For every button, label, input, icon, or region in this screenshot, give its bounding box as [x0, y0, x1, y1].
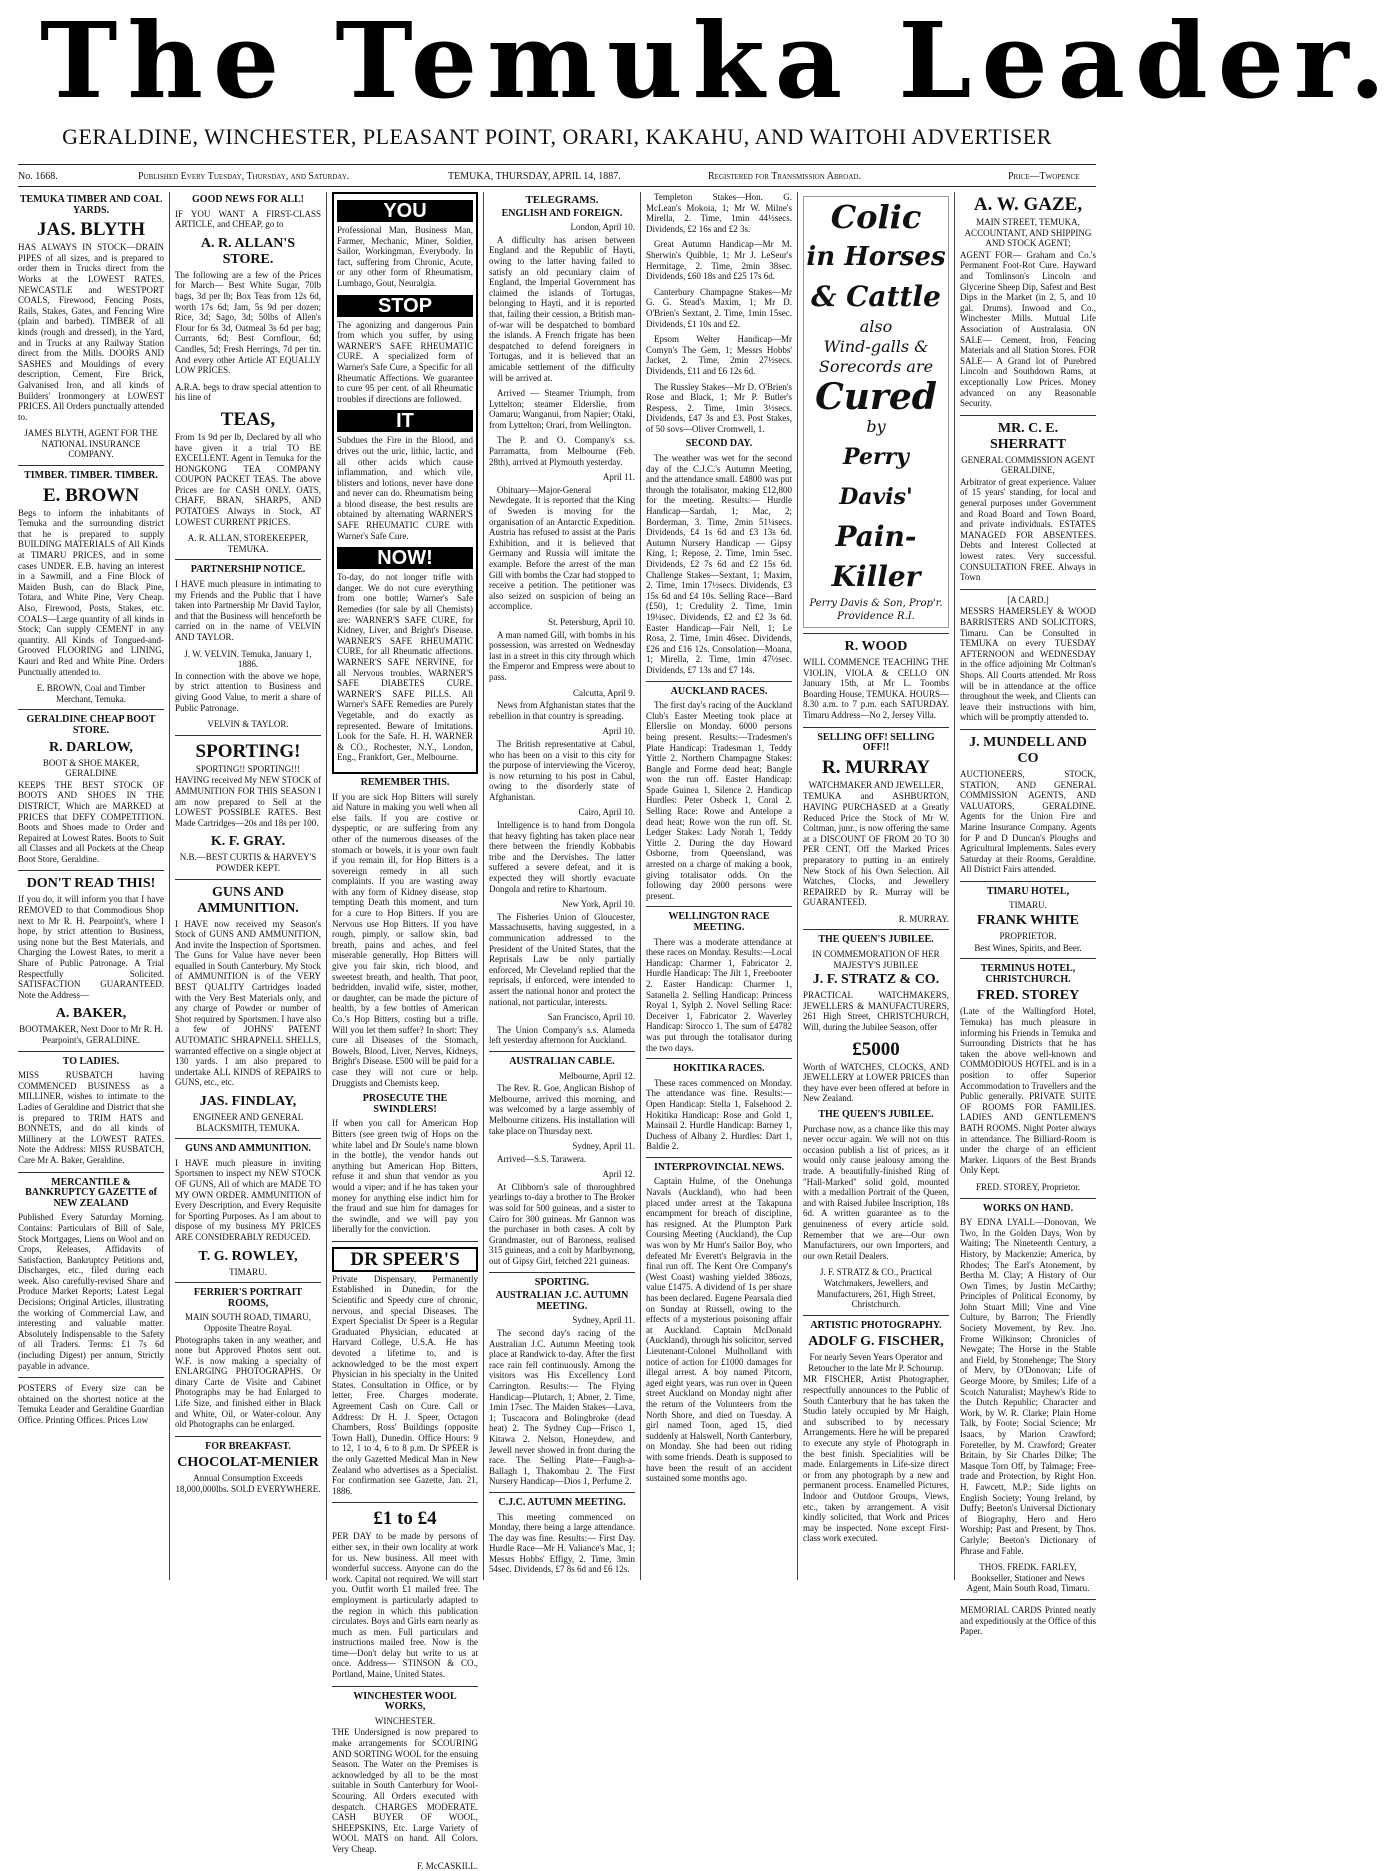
ad-line: Perry Davis' [839, 444, 913, 510]
baker-ad-body: If you do, it will inform you that I have REMOVED to that Commodious Shop next to Mr R. H. Pearpoint's, where I hope, by strict attention to Business, using none but the Best Materials, and Charging the Lowest Rates, to merit a Share of Public Patronage. A Trial Respectfully Solicited. SATISFACTION GUARANTEED. Note the Address— [18, 894, 164, 1000]
fischer-ad-body: MR FISCHER, Artist Photographer, respectfully announces to the Public of South Canterbury that he has taken the Studio lately occupied by Mr Haigh, and subscribed to by necessary Arrangements. Here he will be prepared to execute any style of Photograph in the best finish. Specialities will be made. Enlargements in Life-size direct or from any photograph by a new and permanent process. Enamelled Pictures, Indoor and Outdoor Groups, Views, etc., taken by arrangement. A visit kindly solicited, that Work and Prices may be inspected. None except First-class work executed. [803, 1374, 949, 1544]
guns-2-heading: GUNS AND AMMUNITION. [185, 1143, 311, 1155]
farley-signature: THOS. FREDK. FARLEY, Bookseller, Stationer and News Agent, Main South Road, Timaru. [966, 1562, 1090, 1594]
white-body: Best Wines, Spirits, and Beer. [974, 942, 1082, 953]
jubilee-2-heading: THE QUEEN'S JUBILEE. [818, 1109, 934, 1120]
page-columns [18, 192, 1096, 1871]
brown-ad-body: Begs to inform the inhabitants of Temuka and the surrounding district that he is prepared to supply BUILDING MATERIALS of All Kinds at TIMARU PRICES, and in some cases UNDER. E.B. having an interest in a Sawmill, and a Fine Block of Maiden Bush, can do Black Pine, Totara, and White Pine, Very Cheap. Also, Firewood, Posts, Stakes, etc. COALS—Large quantity of all kinds in Stock; Can supply CEMENT in any quantity. All Kinds of Tongued-and-Grooved FLOORING and LINING, Kauri and Red and White Pine. Orders Punctually attended to. [18, 507, 164, 677]
column-4 [489, 192, 635, 1580]
dateline: April 11. [602, 472, 635, 483]
divider [646, 1058, 792, 1059]
remember-heading: REMEMBER THIS. [360, 776, 450, 788]
rowley-name: T. G. ROWLEY, [198, 1248, 298, 1264]
dateline: New York, April 10. [561, 899, 635, 910]
divider [960, 729, 1096, 730]
news-paragraph: News from Afghanistan states that the rebellion in that country is spreading. [489, 700, 635, 721]
divider [489, 1272, 635, 1273]
registration-note: Registered for Transmission Abroad. [708, 171, 861, 182]
hokitika-races-heading: HOKITIKA RACES. [673, 1063, 765, 1075]
allan-intro: IF YOU WANT A FIRST-CLASS ARTICLE, and CHEAP, go to [175, 208, 321, 230]
teas-ad-body: From 1s 9d per lb, Declared by all who have given it a trial TO BE EXCELLENT. Agent in Temuka for the HONGKONG TEA COMPANY COUPON PACKET TEAS. The above Prices are for CASH ONLY. OATS, CHAFF, BRAN, SHARPS, AND POTATOES Always in Stock, AT LOWEST CURRENT PRICES. [175, 431, 321, 527]
divider [960, 958, 1096, 959]
news-paragraph: Arrived—S.S. Tarawera. [497, 1153, 587, 1164]
newspaper-subtitle: GERALDINE, WINCHESTER, PLEASANT POINT, ORARI, KAKAHU, AND WAITOHI ADVERTISER [62, 124, 1052, 149]
column-rule [169, 192, 170, 1580]
rowley-subtitle: TIMARU. [229, 1266, 267, 1277]
news-paragraph: These races commenced on Monday. The attendance was fine. Results:—Open Handicap: Stella 1, Falsehood 2. Hokitika Handicap: Rose and Gold 1, Mainsail 2. Hurdle Handicap: Barney 1, Duchess of Albany 2. Hurdles: Dart 1, Baldie 2. [646, 1077, 792, 1152]
storey-ad-body: (Late of the Wallingford Hotel, Temuka) has much pleasure in informing his Friends in Temuka and Surrounding Districts that he has taken the above well-known and COMMODIOUS HOTEL and is in a position to offer Superior Accommodation to Travellers and the Public generally. PRIVATE SUITE OF ROOMS FOR FAMILIES. LADIES AND GENTLEMEN'S BATH ROOMS. Night Porter always in attendance. The Billiard-Room is under the charge of an efficient Marker. Liquors of the Best Brands Only Kept. [960, 1006, 1096, 1176]
divider [175, 1436, 321, 1437]
news-paragraph: There was a moderate attendance at these races on Monday. Results:—Local Handicap: Charmer 1, Fabricator 2. Hurdle Handicap: The Jilt 1, Freebooter 2. Easter Handicap: Charmer 1, Satanella 2. Selling Handicap: Princess Royal 1, Sylph 2. Novel Selling Race: Deceiver 1, Fabricator 2. Waverley Handicap: Sirocco 1. The sum of £4782 was put through the totalisator during the two days. [646, 936, 792, 1053]
jubilee-heading: THE QUEEN'S JUBILEE. [818, 934, 934, 946]
news-paragraph: The second day's racing of the Australian J.C. Autumn Meeting took place at Randwick to-day. After the first race rain fell continuously. Among the visitors was His Excellency Lord Carrington. Results:— The Flying Handicap—Plutarch, 1; Abner, 2. Time, 1min 17sec. The Maiden Stakes—Lava, 1; Tuscacora and Bolingbroke (dead heat) 2. The Sydney Cup—Frisco 1, Kitawa 2. Nelson, Honeydew, and Jewell never showed in front during the race. The Selling Plate—Faugh-a-Ballagh 1, Thakombau 2. The First Nursery Handicap—Dios 1, Perfume 2. [489, 1328, 635, 1487]
timaru-hotel-heading: TIMARU HOTEL, [986, 885, 1070, 897]
partnership-signature: J. W. VELVIN. Temuka, January 1, 1886. [184, 648, 312, 670]
gray-name: K. F. GRAY. [210, 834, 286, 850]
issue-info-bar [18, 168, 1096, 186]
issue-date: TEMUKA, THURSDAY, APRIL 14, 1887. [448, 171, 621, 182]
allan-ad-body: The following are a few of the Prices for March— Best White Sugar, 70lb bags, 3d per lb; Box Teas from 12s 6d, worth 17s 6d; Jam, 5s 9d per dozen; Rice, 3d; Sago, 3d; 50lbs of Allen's Flour for 6s 3d, Oatmeal 3s 6d per bag; Currants, 6d; Best Cornflour, 6d; Candles, 5d; Fresh Herrings, 7d per tin. And every other Article AT EQUALLY LOW PRICES. [175, 269, 321, 376]
it-heading: IT [337, 410, 473, 432]
divider [803, 1315, 949, 1316]
news-paragraph: A man named Gill, with bombs in his possession, was arrested on Wednesday last in a street in this city through which the Emperor and Empress were about to pass. [489, 629, 635, 682]
wool-works-signature: F. McCASKILL. [416, 1860, 478, 1871]
ferrier-subtitle: MAIN SOUTH ROAD, TIMARU, Opposite Theatre Royal. [184, 1312, 312, 1333]
ad-line: Wind-galls & Sorecords are [818, 337, 934, 376]
ad-line: & Cattle [811, 280, 941, 313]
dateline: April 12. [602, 1169, 635, 1180]
teas-heading: TEAS, [220, 408, 276, 430]
blyth-ad-body: HAS ALWAYS IN STOCK—DRAIN PIPES of all sizes, and is prepared to order them in Trucks direct from the Works at the LOWEST RATES. NEWCASTLE and WESTPORT COALS, Firewood, Fencing Posts, Rails, Stakes, Gates, and Fencing Wire (plain and barbed). TIMBER of all kinds (rough and dressed), in the Yard, and in Trucks at any Railway Station direct from the Mills. DOORS AND SASHES and Mouldings of every description, Cement, Fire Brick, Galvanised Iron, and all kinds of Builders' Ironmongery at LOWEST PRICES. All Orders punctually attended to. [18, 242, 164, 422]
card-heading: [A CARD.] [1007, 594, 1049, 605]
divider [18, 709, 164, 710]
brown-signature: E. BROWN, Coal and Timber Merchant, Temuka. [36, 683, 146, 704]
timaru-hotel-subtitle: TIMARU. [1009, 900, 1047, 911]
baker-heading: DON'T READ THIS! [26, 876, 156, 892]
wood-name: R. WOOD [844, 639, 908, 654]
news-paragraph: Intelligence is to hand from Dongola that heavy fighting has taken place near there between the friendly Kobbabis tribe and the Dervishes. The latter suffered a severe defeat, and it is expected they will shortly evacuate Dongola and retire to Khartoum. [489, 820, 635, 894]
newspaper-title: The Temuka Leader. [40, 0, 1395, 122]
blyth-signature: JAMES BLYTH, AGENT FOR THE NATIONAL INSURANCE COMPANY. [24, 428, 158, 460]
divider [960, 589, 1096, 590]
swindlers-body: If when you call for American Hop Bitters (see green twig of Hops on the white label and Dr Soule's name blown in the bottle), the vendor hands out anything but American Hop Bitters, refuse it and shun that vendor as you would a viper; and if he has taken your money for anything else indict him for the fraud and sue him for damages for the swindle, and we will pay you liberally for the conviction. [332, 1118, 478, 1235]
second-day-heading: SECOND DAY. [685, 438, 753, 450]
divider [960, 415, 1096, 416]
price: Price—Twopence [1008, 171, 1080, 182]
australian-cable-heading: AUSTRALIAN CABLE. [509, 1055, 615, 1067]
ad-line: Pain-Killer [831, 520, 921, 593]
gazette-heading: MERCANTILE & BANKRUPTCY GAZETTE of NEW ZEALAND [25, 1176, 157, 1209]
news-paragraph: Obituary—Major-General Newdegate. It is reported that the King of Sweden is moving for the organisation of an Antarctic Expedition. Austria has refused to assist at the Paris Exhibition, and it is believed that Germany and Russia will imitate the example. Before the arrest of the man Gill with bombs the Czar had stopped to receive a petition. The petitioner was also seized on suspicion of being an accomplice. [489, 484, 635, 612]
divider [175, 1282, 321, 1283]
guns-heading: GUNS AND AMMUNITION. [197, 884, 299, 916]
news-paragraph: The P. and O. Company's s.s. Parramatta, from Melbourne (Feb. 28th), arrived at Plymouth yesterday. [489, 435, 635, 467]
interprovincial-heading: INTERPROVINCIAL NEWS. [653, 1161, 785, 1173]
stratz-ad-body: PRACTICAL WATCHMAKERS, JEWELLERS & MANUFACTURERS, 261 High Street, CHRISTCHURCH, Will, during the Jubilee Season, offer [803, 990, 949, 1033]
gazette-ad-body: Published Every Saturday Morning. Contains: Particulars of Bill of Sale, Stock Mortgages, Liens on Wool and on Crops, Releases, Affidavits of Satisfaction, Bankruptcy Petitions and, Discharges, etc., filed during each week. Also carefully-revised Share and Produce Market Reports; Latest Legal Decisions; Original Articles, illustrating the working of Commercial Law, and interesting and valuable matter. Absolutely Indispensable to the Safety of all Traders. Terms: £1 7s 6d (including Digest) per annum, Strictly payable in advance. [18, 1212, 164, 1371]
news-paragraph: This meeting commenced on Monday, there being a large attendance. The day was fine. Results:— First Day. Hurdle Race—Mr H. Valiance's Mac, 1; Messrs Hobbs' Effigy, 2. Time, 3min 54sec. Dividends, £7 8s 6d and £6 12s. [489, 1511, 635, 1575]
baker-name: A. BAKER, [55, 1006, 127, 1022]
now-body: To-day, do not longer trifle with danger. We do not cure everything from one bottle; Warner's Safe Remedies (for sale by all Chemists) are: WARNER'S SAFE CURE, for Kidney, Liver, and Bright's Disease. WARNER'S SAFE RHEUMATIC CURE, for all Rheumatic affections. WARNER'S SAFE NERVINE, for all Nervous troubles. WARNER'S SAFE DIABETES CURE. WARNER'S SAFE PILLS. All Warner's SAFE Remedies are Purely Vegetable, and do exactly as represented. Beware of Imitations. Look for the Safe. H. H. WARNER & CO., Rochester, N.Y., London, Eng., Frankfort, Ger., Melbourne. [337, 572, 473, 763]
column-1 [18, 192, 164, 1580]
murray-heading: SELLING OFF! SELLING OFF!! [817, 731, 935, 754]
divider [332, 1686, 478, 1687]
news-paragraph: Arrived — Steamer Triumph, from Lyttelton; steamer Elderslie, from Oamaru; Wanganui, from Napier; Otaki, from Lyttelton; Orari, from Wellington. [489, 388, 635, 430]
column-5 [646, 192, 792, 1580]
divider [960, 1599, 1096, 1600]
divider [646, 906, 792, 907]
divider [18, 1377, 164, 1378]
now-heading: NOW! [337, 547, 473, 569]
partnership-signature-2: VELVIN & TAYLOR. [207, 719, 289, 730]
news-paragraph: The Fisheries Union of Gloucester, Massachusetts, having suggested, in a communication addressed to the President of the United States, that the Reprisals Law be only partially enforced, Mr Cleveland replied that the reprisals, if enforced, were intended to assert the national honor and protect the national, not particular, interests. [489, 911, 635, 1007]
stratz-signature: J. F. STRATZ & CO., Practical Watchmakers, Jewellers, and Manufacturers, 261, High Street, Christchurch. [816, 1267, 936, 1310]
speer-heading: DR SPEER'S [332, 1247, 478, 1272]
dateline: Cairo, April 10. [578, 807, 635, 818]
divider [332, 1502, 478, 1503]
issue-number: No. 1668. [18, 171, 58, 182]
mundell-ad-body: AUCTIONEERS, STOCK, STATION, AND GENERAL COMMISSION AGENTS, AND VALUATORS, GERALDINE. Agents for the Union Fire and Marine Insurance Company. Agents for P and D Duncan's Ploughs and Agricultural Implements. Sales every Saturday at their Rooms, Geraldine. All District Fairs attended. [960, 768, 1096, 875]
ad-line: Cured [815, 376, 937, 418]
fischer-subtitle: For nearly Seven Years Operator and Retoucher to the late Mr P. Schourup. [808, 1352, 944, 1373]
divider [803, 929, 949, 930]
publication-schedule: Published Every Tuesday, Thursday, and Saturday. [138, 171, 350, 182]
ad-line: in Horses [806, 242, 946, 272]
news-paragraph: The weather was wet for the second day of the C.J.C.'s Autumn Meeting, and the attendance small. £4800 was put through the totalisator, making £12,800 for the meeting. Results:— Hurdle Handicap—Sardah, 1; Mac, 2; Borderman, 3. Time, 2min 51¼secs. Dividends, £4 1s 6d and £3 13s 6d. Autumn Nursery Handicap — Gipsy King, 1; Repose, 2. Time, 1min 5sec. Dividends, £2 7s 6d and £2 15s 6d. Challenge Stakes—Sextant, 1; Maxim, 2. Time, 1min 17½secs. Dividends, £3 15s 6d and £4 10s. Selling Race—Bard (£50), 1; Credulity 2. Time, 1min 19¼sec. Dividends, £2 and £2 3s 6d. Easter Handicap—Fair Nell, 1; Le Rosa, 2. Time, 1min 46sec. Dividends, £26 and £16 12s. Consolation—Moana, 1; Mirella, 2. Time, 1min 47½sec. Dividends, £7 13s and £7 14s. [646, 453, 792, 675]
divider [960, 881, 1096, 882]
divider [489, 1492, 635, 1493]
news-paragraph: Templeton Stakes—Hon. G. McLean's Mokoia, 1; Mr W. Milne's Mirella, 2. Time, 1min 44½secs. Dividends, £2 16s and £2 3s. [646, 192, 792, 234]
good-news-heading: GOOD NEWS FOR ALL! [192, 194, 304, 205]
darlow-name: R. DARLOW, [49, 739, 133, 755]
you-body: Professional Man, Business Man, Farmer, Mechanic, Miner, Soldier, Sailor, Workingman, Everybody. In fact, suffering from Chronic, Acute, or any other form of Rheumatism, Lumbago, Gout, Neuralgia. [337, 225, 473, 288]
storey-name: FRED. STOREY [976, 988, 1080, 1004]
posters-notice: POSTERS of Every size can be obtained on the shortest notice at the Temuka Leader and Geraldine Guardian Office. Printing Offices. Prices Low [18, 1383, 164, 1425]
gaze-name: A. W. GAZE, [973, 194, 1083, 215]
ladies-ad-body: MISS RUSBATCH having COMMENCED BUSINESS as a MILLINER, wishes to intimate to the Ladies of Geraldine and District that she is prepared to TRIM HATS and BONNETS, and do all kinds of Millinery at the LOWEST RATES. Note the Address: MISS RUSBATCH, Care Mr A. Baker, Geraldine. [18, 1070, 164, 1165]
ad-line: Colic [830, 198, 922, 236]
news-paragraph: The Rev. R. Goe, Anglican Bishop of Melbourne, arrived this morning, and was welcomed by a large assembly of Melbourne citizens. His installation will take place on Thursday next. [489, 1083, 635, 1136]
partnership-heading: PARTNERSHIP NOTICE. [190, 564, 306, 576]
jubilee-2-body: Purchase now, as a chance like this may never occur again. We will not on this occasion publish a list of prices, as it would only cause jealousy among the trade. A beautifully-finished Ring of "Hall-Marked" solid gold, mounted with a medallion Portrait of the Queen, and with Raised Jubilee Inscription, 18s 6d. A written guarantee as to the genuineness of every article sold. Remember that we are—Our own Manufacturers, our own Importers, and our own Retail Dealers. [803, 1123, 949, 1261]
allan-name: A. R. ALLAN'S STORE. [200, 235, 296, 267]
news-paragraph: A difficulty has arisen between England and the Republic of Hayti, owing to the latter having failed to satisfy an old pecuniary claim of England, the Imperial Government has claimed the islands of Tortugas, belonging to Hayti, and it is reported that, failing their cession, a British man-of-war will be despatched to bombard the islands. A French frigate has been despatched to defend foreigners in Tortugas, and it is believed that an amicable settlement of the difficulty will be arrived at. [489, 234, 635, 383]
ad-line: Perry Davis & Son, Prop'r. Providence R.I. [809, 598, 943, 622]
photography-heading: ARTISTIC PHOTOGRAPHY. [810, 1319, 942, 1331]
pound-ad-body: PER DAY to be made by persons of either sex, in their own locality at work for us. New business. All meet with wonderful success. Anyone can do the work. Capital not required. We will start you. Outfit worth £1 mailed free. The employment is particularly adapted to the region in which this publication circulates. Boys and Girls earn nearly as much as men. Full particulars and instructions mailed free. Now is the time—Don't delay but write to us at once. Address— STINSON & CO., Portland, Maine, United States. [332, 1531, 478, 1680]
you-heading: YOU [337, 200, 473, 222]
news-paragraph: Great Autumn Handicap—Mr M. Sherwin's Quibble, 1; Mr J. LeSeur's Hermitage, 2. Time, 2min 38sec. Dividends, £60 18s and £25 17s 6d. [646, 239, 792, 282]
column-2 [175, 192, 321, 1580]
divider [646, 1157, 792, 1158]
divider [803, 727, 949, 728]
dateline: April 10. [602, 726, 635, 737]
guns-ad-body: I HAVE now received my Season's Stock of GUNS AND AMMUNITION, And invite the Inspection of Sportsmen. The Guns for Value have never been equalled in South Canterbury. My Stock of AMMUNITION is of the VERY BEST QUALITY Cartridges loaded with the Very Best Materials only, and any charge of Powder or number of Shot required by Sportsmen. I have also a few of JOHNS' PATENT AUTOMATIC SHRAPNELL SHELLS, warranted effective on a single object at 130 yards. I am also prepared to undertake ALL KINDS of REPAIRS to GUNS, etc., etc. [175, 918, 321, 1088]
dateline: San Francisco, April 10. [547, 1012, 635, 1023]
ladies-heading: TO LADIES. [62, 1055, 120, 1067]
partnership-body-2: In connection with the above we hope, by strict attention to Business and giving Good Value, to merit a share of Public Patronage. [175, 670, 321, 713]
divider [18, 1051, 164, 1052]
pain-killer-ad [803, 196, 949, 628]
cjc-heading: C.J.C. AUTUMN MEETING. [498, 1496, 626, 1508]
swindlers-heading: PROSECUTE THE SWINDLERS! [362, 1093, 448, 1115]
gaze-ad-body: AGENT FOR— Graham and Co.'s Permanent Foot-Rot Cure. Hayward and Tomlinson's Lincoln and Glycerine Sheep Dip, Safest and Best Dips in the Market (in 2, 5, and 10 gal. Drums). Inwood and Co., Winchester Mills. Mutual Life Association of Australasia. ON SALE— Cement, Iron, Fencing Materials and all Station Stores. FOR SALE— A Grand lot of Purebred Lincoln and Southdown Rams, at exceptionally Low Prices. Money advanced on any Reasonable Security. [960, 249, 1096, 409]
ajc-heading: AUSTRALIAN J.C. AUTUMN MEETING. [495, 1290, 629, 1312]
divider [175, 735, 321, 736]
news-paragraph: Canterbury Champagne Stakes—Mr G. G. Stead's Maxim, 1; Mr D. O'Brien's Sextant, 2. Time, 1min 15sec. Dividends, £1 10s and £2. [646, 286, 792, 329]
breakfast-heading: FOR BREAKFAST. [205, 1440, 291, 1452]
stop-body: The agonizing and dangerous Pain from which you suffer, by using WARNER'S SAFE RHEUMATIC CURE. A specialized form of Warner's Safe Cure, a Specific for all Rheumatic Affections. We guarantee to cure 95 per cent. of all Rheumatic troubles if directions are followed. [337, 319, 473, 404]
news-paragraph: Captain Hulme, of the Onehunga Navals (Auckland), who had been placed under arrest at the Takapuna encampment for breach of discipline, has resigned. At the Plumpton Park Coursing Meeting (Auckland), the Cup was won by Mr Hunt's Sailor Boy, who defeated Mr Everett's Belgravia in the final run off. The Kent Ore Company's (West Coast) washing yielded 386ozs, value £1475. A dividend of 1s per share has been declared. Eugene Pearsala died on Sunday at Russell, owing to the effects of a mysterious poisoning affair at Auckland. Captain McDonald (Auckland), through his solicitor, served Lieutenant-Colonel Mulholland with notice of action for £1000 damages for illegal arrest. A boy named Pitcorn, aged eight years, was run over in Queen street Auckland on Monday night after the return of the Volunteers from the North Shore, and died on Tuesday. A girl named Toon, aged 15, died suddenly at Halswell, North Canterbury, on Monday. She had been out riding with some friends. Death is supposed to have been the result of an accident sustained some months ago. [646, 1176, 792, 1484]
news-paragraph: Epsom Welter Handicap—Mr Comyn's The Gem, 1; Messrs Hobbs' Jacket, 2. Time, 2min 27½secs. Dividends, £11 and £6 12s 6d. [646, 334, 792, 376]
wool-works-subtitle: WINCHESTER. [374, 1715, 436, 1726]
divider [646, 681, 792, 682]
dateline: Calcutta, April 9. [573, 687, 635, 698]
blyth-heading: TEMUKA TIMBER AND COAL YARDS. [19, 194, 163, 216]
news-paragraph: The first day's racing of the Auckland Club's Easter Meeting took place at Ellerslie on Monday. 6000 persons being present. Results:—Tradesmen's Plate Handicap: Tradesman 1, Teddy Yittle 2. Northern Champagne Stakes: Bangle and Forme dead heat; Bangle won the run off. Easter Handicap: Spade Guinea 1, Silence 2. Handicap Hurdles: Peter Osbeck 1, Coral 2. Selling Race: Rowe and Antelope a dead heat; Rowe won the run off. St. Ledger Stakes: Lady Norah 1, Teddy Yittle 2. During the day Howard Osborne, from Queensland, was arrested on a charge of making a book, giving totalisator odds. On the following day 2000 persons were present. [646, 700, 792, 901]
dateline: Sydney, April 11. [572, 1141, 635, 1152]
ferrier-ad-body: Photographs taken in any weather, and none but Approved Photos sent out. W.F. is now making a specialty of ENLARGING PHOTOGRAPHS. Or dinary Carte de Visite and Cabinet Photographs may be had Enlarged to Life Size, and finished either in Black and White, Oil, or Water-colour. Any old Photographs can be enlarged. [175, 1334, 321, 1430]
hamersley-ad-body: MESSRS HAMERSLEY & WOOD BARRISTERS AND SOLICITORS, Timaru. Can be Consulted in TEMUKA on every TUESDAY AFTERNOON and WEDNESDAY in the office adjoining Mr Coltman's Shops. All Courts attended. Mr Ross will be in attendance at the office throughout the week, and Clients can leave their instructions with him, which will be promptly attended to. [960, 606, 1096, 723]
divider [960, 1198, 1096, 1199]
it-body: Subdues the Fire in the Blood, and drives out the uric, lithic, lactic, and all other acids which cause inflammation, and which vile, blisters and lotions, never have done and never can do. Rheumatism being a blood disease, the best results are obtained by alternating WARNER'S SAFE RHEUMATIC CURE with Warner's Safe Cure. [337, 435, 473, 541]
news-paragraph: At Clibborn's sale of thoroughbred yearlings to-day a brother to The Broker was sold for 500 guineas, and a sister to Cairo for 300 guineas. Mr Gannon was the purchaser in both cases. A colt by Grandmaster, out of Baroness, realised 315 guineas, and a colt by Marlbyrnong, out of Gipsy Girl, fetched 221 guineas. [489, 1181, 635, 1267]
stop-heading: STOP [337, 295, 473, 317]
dateline: London, April 10. [570, 222, 635, 233]
allan-signature: A. R. ALLAN, STOREKEEPER, TEMUKA. [187, 533, 309, 554]
partnership-body: I HAVE much pleasure in intimating to my Friends and the Public that I have taken into Partnership Mr David Taylor, and that the Business will henceforth be carried on in the name of VELVIN AND TAYLOR. [175, 579, 321, 642]
column-rule [326, 192, 327, 1580]
column-3 [332, 192, 478, 1871]
wood-ad-body: WILL COMMENCE TEACHING THE VIOLIN, VIOLA & CELLO ON January 15th, at Mr L. Toombs Boarding House, TEMUKA. HOURS—8.30 a.m. to 7 p.m. each SATURDAY. Timaru Address—No 2, Jersey Villa. [803, 657, 949, 720]
teas-intro: A.R.A. begs to draw special attention to his line of [175, 381, 321, 403]
jubilee-intro: IN COMMEMORATION OF HER MAJESTY'S JUBILEE [812, 949, 940, 970]
works-heading: WORKS ON HAND. [982, 1202, 1074, 1214]
divider [332, 1241, 478, 1242]
murray-signature: R. MURRAY. [898, 913, 949, 924]
sporting-heading: SPORTING! [195, 740, 301, 762]
column-7 [960, 192, 1096, 1637]
masthead-rule [18, 164, 1096, 165]
ferrier-heading: FERRIER'S PORTRAIT ROOMS, [193, 1287, 303, 1309]
menier-name: CHOCOLAT-MENIER [177, 1455, 319, 1471]
stratz-name: J. F. STRATZ & CO. [812, 972, 940, 988]
blyth-name: JAS. BLYTH [36, 219, 146, 241]
column-rule [797, 192, 798, 1580]
sherratt-subtitle: GENERAL COMMISSION AGENT GERALDINE, [961, 454, 1095, 476]
divider [175, 559, 321, 560]
darlow-ad-body: KEEPS THE BEST STOCK OF BOOTS AND SHOES IN THE DISTRICT, Which are MARKED at PRICES that DEFY COMPETITION. Boots and Shoes made to Order and Repaired at Lowest Rates. Boots to Suit all Classes and all Pockets at the Cheap Boot Store, Geraldine. [18, 779, 164, 864]
wellington-races-heading: WELLINGTON RACE MEETING. [668, 911, 770, 933]
ad-line: by [866, 417, 886, 436]
divider [175, 879, 321, 880]
sherratt-ad-body: Arbitrator of great experience. Valuer of 15 years' standing, for local and general purposes under Government and Road Board and Town Board, and private individuals. ESTATES MANAGED FOR ABSENTEES. Debts and Interest Collected at lowest rates. Very successful. CONSULTATION FREE. Always in Town [960, 476, 1096, 583]
divider [18, 1172, 164, 1173]
column-rule [640, 192, 641, 1580]
hop-bitters-body: If you are sick Hop Bitters will surely aid Nature in making you well when all else fails. If you are costive or dyspeptic, or are suffering from any other of the numerous diseases of the stomach or bowels, it is your own fault if you remain ill, for Hop Bitters is a sovereign remedy in all such complaints. If you are wasting away with any form of Kidney disease, stop tempting Death this moment, and turn for a cure to Hop Bitters. If you are Nervous use Hop Bitters. If you have rough, pimply, or sallow skin, bad breath, pains and aches, and feel miserable generally, Hop Bitters will give you fair skin, rich blood, and sweetest breath, and health. That poor, bedridden, invalid wife, sister, mother, or daughter, can be made the picture of health, by a few bottles of American Co.'s Hop Bitters, costing but a trifle. Will you let them suffer? In short: They cure all Diseases of the Stomach, Bowels, Blood, Liver, Nerves, Kidneys, Bright's Disease. £500 will be paid for a case they will not cure or help. Druggists and Chemists keep. [332, 791, 478, 1088]
speer-ad-body: Private Dispensary, Permanently Established in Dunedin, for the Scientific and Speedy cure of chronic, nervous, and special Diseases. The Expert Specialist Dr Speer is a Regular Graduated Physician, educated at Harvard College, U.S.A. He has devoted a lifetime to, and is acknowledged to be the most expert Physician in his specialty in the United States. Consultation in Office, or by letter, Free. Charges moderate. Agreement Cash on Cure. Call or Address: Dr H. J. Speer, Octagon Chambers, Ross' Buildings (opposite Town Hall), Dunedin. Office Hours: 9 to 12, 1 to 4, 6 to 8 p.m. Dr SPEER is the only Gazetted Medical Man in New Zealand who advertises as a Specialist. For confirmation see Gazette, Jan. 21, 1886. [332, 1273, 478, 1496]
menier-body: Annual Consumption Exceeds 18,000,000lbs. SOLD EVERYWHERE. [175, 1473, 321, 1495]
stratz-amount: £5000 [852, 1038, 900, 1060]
murray-subtitle: WATCHMAKER AND JEWELLER, [808, 779, 944, 790]
sporting-news-heading: SPORTING. [534, 1276, 590, 1288]
column-rule [954, 192, 955, 1580]
works-body: BY EDNA LYALL—Donovan, We Two, In the Golden Days, Won by Waiting; The Nineteenth Century, a History, by Mackenzie; America, by Rhodes; The Earl's Atonement, by Bertha M. Clay; A History of Our Own Times, by Justin McCarthy; Principles of Political Economy, by John Stuart Mill; Vine and Vine Culture, by Barron; The Friendly Society Movement, by Rev. Jno. Frome Wilkinson; Chronicles of Newgate; The Horse in the Stable and Field, by Stonehenge; The Story of Merv, by O'Donovan; Life of George Moore, by Smiles; Life of a Scotch Naturalist; Mayhew's Ride to the Dutch Republic; Character and Work, by W. R. Clarke; Plain Home Talk, by Foote; Social Science; Mr Isaacs, by Marion Crawford; Foreteller, by M. Crawford; Greater Britain, by Sir Charles Dilke; The Masque Torn Off, by Talmage; Free-trade and Protection, by Right Hon. H. Fawcett, M.P.; Side lights on English Society; Young Ireland, by Duffy; Beeton's Universal Dictionary of Biography, Hero and Hero Worship; Past and Present, by Thos. Carlyle; Beeton's Dictionary of Phrase and Fable. [960, 1217, 1096, 1556]
wool-works-body: THE Undersigned is now prepared to make arrangements for SCOURING AND SORTING WOOL for the ensuing Season. The Water on the Premises is acknowledged by all to be the most suitable in South Canterbury for Wool-Scouring. All Orders executed with despatch. CHARGES MODERATE. CASH BUYER OF WOOL, SHEEPSKINS, Etc. Large Variety of WOOL MATS on hand. All Colors. Very Cheap. [332, 1727, 478, 1854]
white-subtitle: PROPRIETOR. [999, 931, 1057, 942]
fischer-name: ADOLF G. FISCHER, [808, 1334, 944, 1350]
divider [803, 633, 949, 634]
dateline: Sydney, April 11. [572, 1315, 635, 1326]
murray-ad-body: TEMUKA and ASHBURTON, HAVING PURCHASED at a Greatly Reduced Price the Stock of Mr W. Coltman, junr., is now offering the same at a DISCOUNT OF FROM 20 TO 30 PER CENT. Off the Marked Prices preparatory to putting in an entirely New Stock of his Own Selection. All Watches, Clocks, and Jewellery REPAIRED by R. Murray will be GUARANTEED. [803, 791, 949, 908]
dateline: St. Petersburg, April 10. [548, 616, 635, 627]
baker-signature: BOOTMAKER, Next Door to Mr R. H. Pearpoint's, GERALDINE. [19, 1024, 163, 1045]
stratz-ad-body-2: Worth of WATCHES, CLOCKS, AND JEWELLERY at LOWER PRICES than they have ever been offered at before in New Zealand. [803, 1061, 949, 1104]
findlay-name: JAS. FINDLAY, [199, 1094, 297, 1109]
wool-works-heading: WINCHESTER WOOL WORKS, [353, 1690, 457, 1713]
terminus-heading: TERMINUS HOTEL, CHRISTCHURCH. [980, 963, 1076, 985]
news-paragraph: The British representative at Cabul, who has been on a visit to this city for the purpose of interviewing the Viceroy, is now returning to his post in Cabul, owing to the disorderly state of Afghanistan. [489, 738, 635, 802]
brown-name: E. BROWN [42, 484, 140, 506]
storey-signature: FRED. STOREY, Proprietor. [976, 1181, 1080, 1192]
findlay-subtitle: ENGINEER AND GENERAL BLACKSMITH, TEMUKA. [192, 1112, 304, 1133]
guns-2-ad-body: I HAVE much pleasure in inviting Sportsmen to inspect my NEW STOCK OF GUNS, All of which are MADE TO MY OWN ORDER. AMMUNITION of Every Description, and Every Requisite for Sporting Purposes. As I am about to dispose of my business MY PRICES ARE CONSIDERABLY REDUCED. [175, 1157, 321, 1242]
auckland-races-heading: AUCKLAND RACES. [670, 685, 768, 697]
news-paragraph: The Russley Stakes—Mr D. O'Brien's Rose and Black, 1; Mr P. Butler's Respess, 2. Time, 1min 3½secs. Dividends, £47 3s and £3. Post Stakes, of 50 sovs—Oliver Cromwell, 1. [646, 381, 792, 434]
darlow-heading: GERALDINE CHEAP BOOT STORE. [26, 714, 156, 736]
column-rule [483, 192, 484, 1580]
memorial-cards-notice: MEMORIAL CARDS Printed neatly and expeditiously at the Office of this Paper. [960, 1604, 1096, 1637]
sherratt-name: MR. C. E. SHERRATT [990, 420, 1066, 452]
dateline: Melbourne, April 12. [559, 1070, 635, 1081]
divider [175, 1138, 321, 1139]
mundell-name: J. MUNDELL AND CO [969, 734, 1087, 766]
telegrams-heading: TELEGRAMS. [525, 194, 599, 206]
darlow-subtitle: BOOT & SHOE MAKER, GERALDINE [42, 757, 140, 779]
warner-cure-ad [332, 192, 478, 774]
sporting-subheading: SPORTING!! SPORTING!!! [195, 763, 301, 774]
sporting-ad-body: HAVING received My NEW STOCK of AMMUNITION FOR THIS SEASON I am now prepared to Sell at the LOWEST POSSIBLE RATES. Best Made Cartridges—20s and 18s per 100. [175, 775, 321, 828]
column-6 [803, 192, 949, 1580]
infobar-rule [18, 186, 1096, 187]
gaze-subtitle: MAIN STREET, TEMUKA, ACCOUNTANT, AND SHIPPING AND STOCK AGENT; [964, 217, 1092, 249]
divider [18, 870, 164, 871]
ad-line: also [859, 317, 893, 336]
murray-name: R. MURRAY [821, 756, 931, 778]
news-paragraph: The Union Company's s.s. Alameda left yesterday afternoon for Auckland. [489, 1024, 635, 1046]
pound-heading: £1 to £4 [373, 1508, 437, 1530]
masthead [0, 0, 1395, 182]
divider [489, 1051, 635, 1052]
white-name: FRANK WHITE [976, 913, 1080, 929]
brown-timber-heading: TIMBER. TIMBER. TIMBER. [24, 470, 158, 482]
divider [18, 465, 164, 466]
gray-subtitle: N.B.—BEST CURTIS & HARVEY'S POWDER KEPT. [179, 852, 317, 873]
english-foreign-heading: ENGLISH AND FOREIGN. [501, 207, 623, 219]
